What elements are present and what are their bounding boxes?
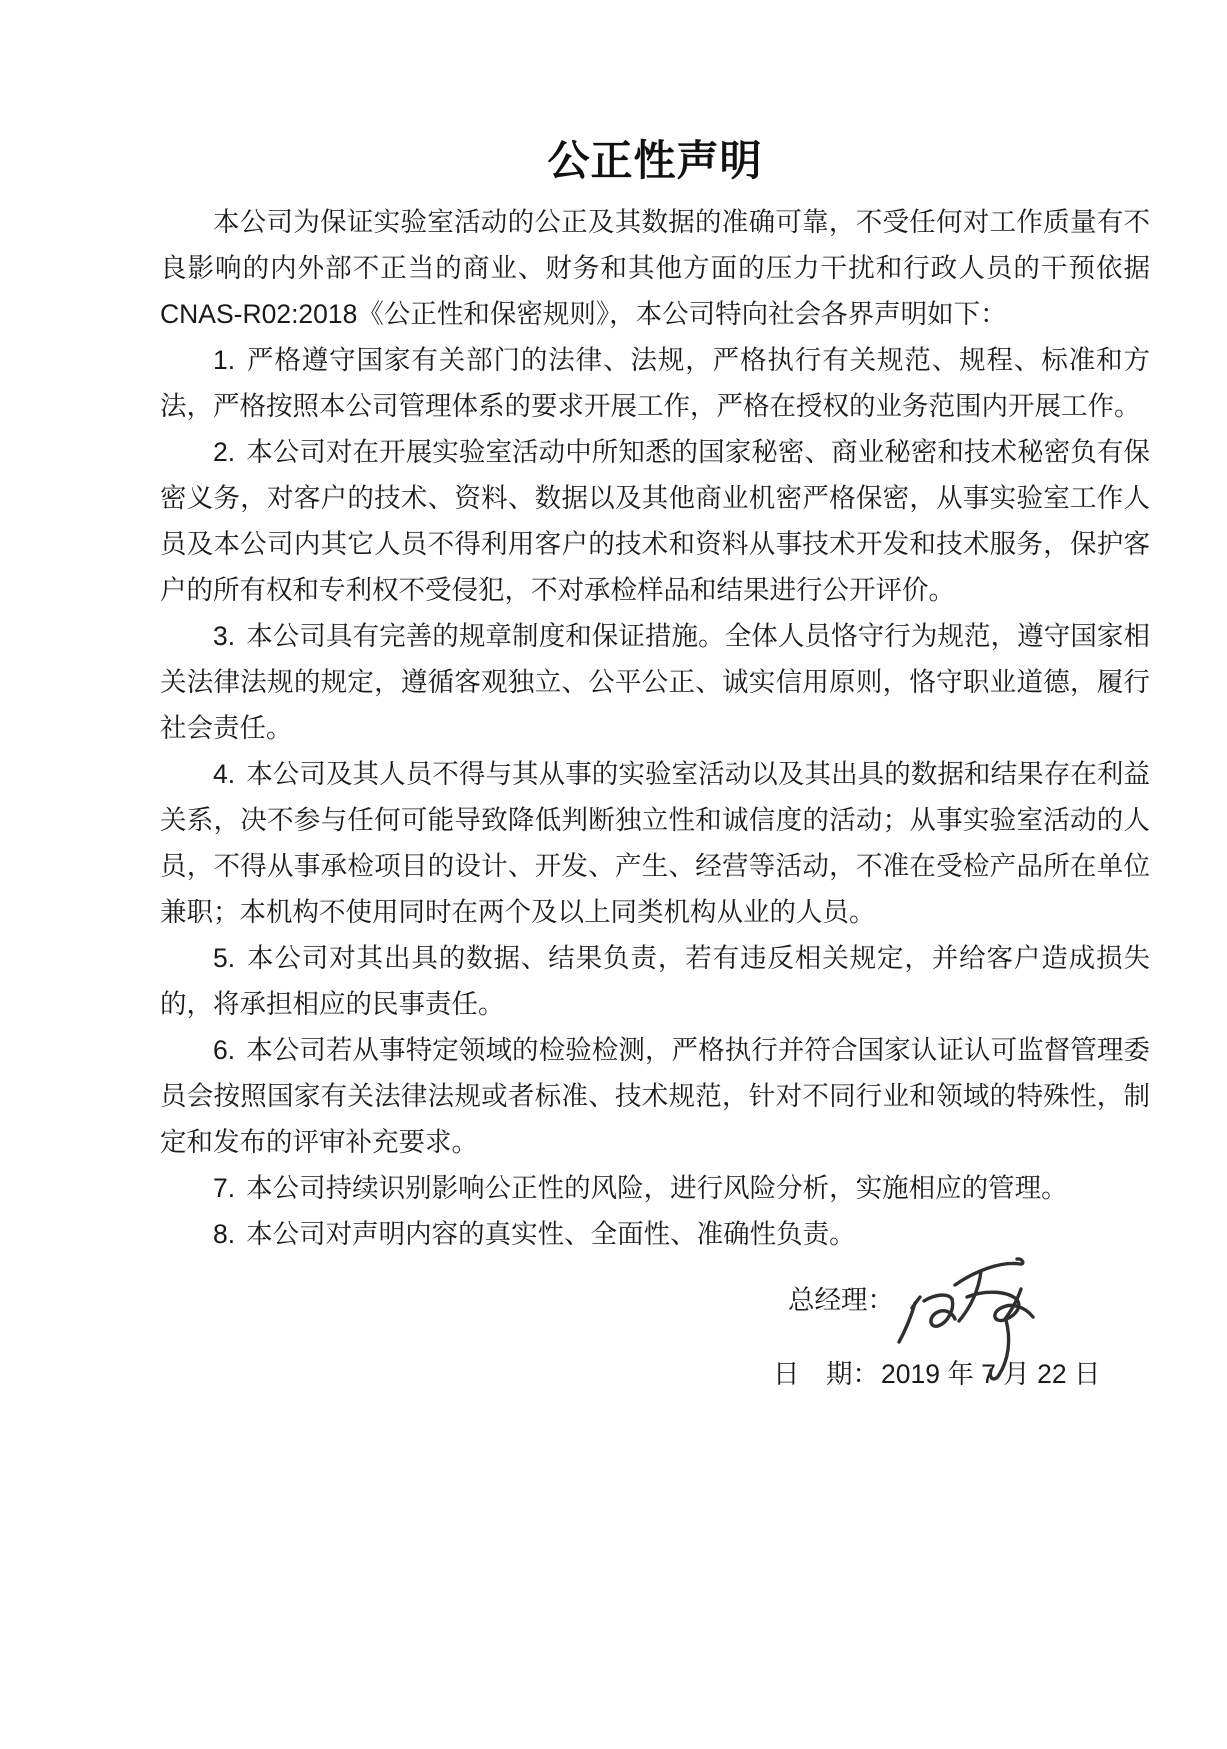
- item-text: 本公司若从事特定领域的检验检测，严格执行并符合国家认证认可监督管理委员会按照国家有关法律法规或者标准、技术规范，针对不同行业和领域的特殊性，制定和发布的评审补充要求。: [160, 1035, 1150, 1157]
- item-number: 3.: [213, 621, 236, 651]
- statement-item-5: [160, 935, 1150, 1027]
- item-number: 1.: [213, 345, 236, 375]
- document-title: 公正性声明: [547, 137, 763, 184]
- item-number: 8.: [213, 1219, 236, 1249]
- statement-item-2: [160, 429, 1150, 613]
- item-number: 4.: [213, 759, 236, 789]
- item-number: 6.: [213, 1035, 236, 1065]
- item-text: 本公司持续识别影响公正性的风险，进行风险分析，实施相应的管理。: [246, 1173, 1068, 1203]
- intro-paragraph: 本公司为保证实验室活动的公正及其数据的准确可靠，不受任何对工作质量有不良影响的内外部不正当的商业、财务和其他方面的压力干扰和行政人员的干预依据CNAS-R02:2018《公正性和保密规则》，本公司特向社会各界声明如下：: [160, 207, 1150, 329]
- item-text: 本公司对声明内容的真实性、全面性、准确性负责。: [246, 1219, 856, 1249]
- statement-item-4: [160, 751, 1150, 935]
- item-number: 2.: [213, 437, 236, 467]
- item-number: 5.: [213, 943, 236, 973]
- statement-item-3: [160, 613, 1150, 751]
- item-text: 严格遵守国家有关部门的法律、法规，严格执行有关规范、规程、标准和方法，严格按照本公司管理体系的要求开展工作，严格在授权的业务范围内开展工作。: [160, 345, 1150, 421]
- general-manager-label: 总经理：: [788, 1285, 894, 1315]
- item-text: 本公司具有完善的规章制度和保证措施。全体人员恪守行为规范，遵守国家相关法律法规的规定，遵循客观独立、公平公正、诚实信用原则，恪守职业道德，履行社会责任。: [160, 621, 1150, 743]
- statement-item-1: [160, 337, 1150, 429]
- statement-item-7: [160, 1165, 1150, 1211]
- document-body: [160, 199, 1150, 1397]
- date-value: 2019 年 7 月 22 日: [881, 1359, 1101, 1389]
- item-text: 本公司及其人员不得与其从事的实验室活动以及其出具的数据和结果存在利益关系，决不参与任何可能导致降低判断独立性和诚信度的活动；从事实验室活动的人员，不得从事承检项目的设计、开发、产生、经营等活动，不准在受检产品所在单位兼职；本机构不使用同时在两个及以上同类机构从业的人员。: [160, 759, 1150, 927]
- statement-item-6: [160, 1027, 1150, 1165]
- handwritten-signature: [893, 1245, 1043, 1387]
- item-text: 本公司对在开展实验室活动中所知悉的国家秘密、商业秘密和技术秘密负有保密义务，对客户的技术、资料、数据以及其他商业机密严格保密，从事实验室工作人员及本公司内其它人员不得利用客户的技术和资料从事技术开发和技术服务，保护客户的所有权和专利权不受侵犯，不对承检样品和结果进行公开评价。: [160, 437, 1150, 605]
- signature-row: [160, 1277, 1150, 1323]
- item-text: 本公司对其出具的数据、结果负责，若有违反相关规定，并给客户造成损失的，将承担相应的民事责任。: [160, 943, 1150, 1019]
- item-number: 7.: [213, 1173, 236, 1203]
- date-label: 日 期：: [773, 1359, 879, 1389]
